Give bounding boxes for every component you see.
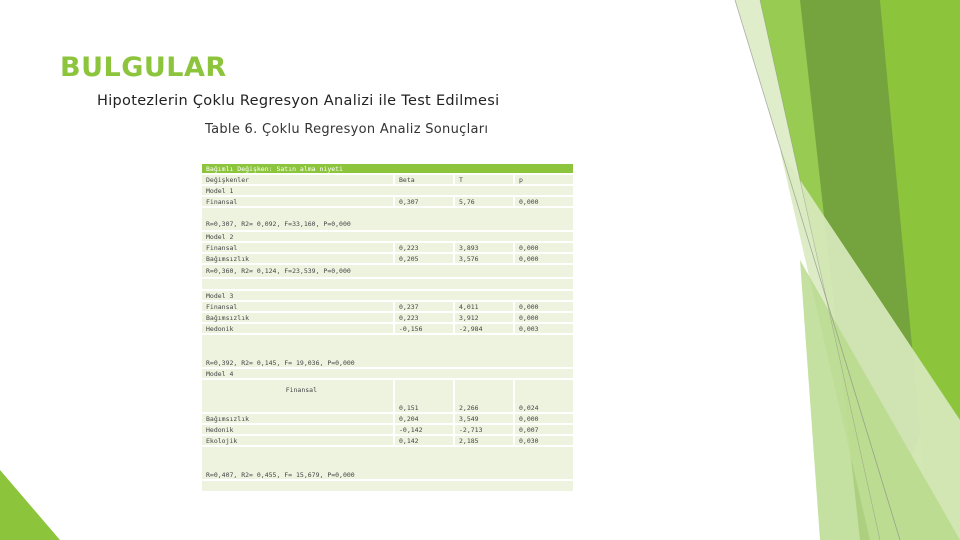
beta-value: 0,237	[394, 301, 454, 312]
table-header-row	[201, 163, 574, 174]
beta-value: 0,223	[394, 312, 454, 323]
p-value: 0,000	[514, 312, 574, 323]
variable-name: Hedonik	[201, 323, 394, 334]
model-label-row	[201, 185, 574, 196]
p-value: 0,000	[514, 242, 574, 253]
variable-name: Bağımsızlık	[201, 312, 394, 323]
beta-value: -0,156	[394, 323, 454, 334]
table-caption: Table 6. Çoklu Regresyon Analiz Sonuçları	[205, 122, 489, 137]
dependent-variable-label: Bağımlı Değişken: Satın alma niyeti	[201, 163, 574, 174]
model-stats: R=0,307, R2= 0,092, F=33,160, P=0,000	[201, 207, 574, 231]
variable-name: Hedonik	[201, 424, 394, 435]
column-header-p: p	[514, 174, 574, 185]
model-stats-row	[201, 334, 574, 368]
beta-value: -0,142	[394, 424, 454, 435]
model-label-row	[201, 290, 574, 301]
column-header-row	[201, 174, 574, 185]
spacer-row	[201, 480, 574, 492]
model-label-row	[201, 368, 574, 379]
variable-name: Bağımsızlık	[201, 253, 394, 264]
p-value: 0,000	[514, 196, 574, 207]
t-value: 4,011	[454, 301, 514, 312]
table-row	[201, 301, 574, 312]
model-label: Model 2	[201, 231, 574, 242]
table-row	[201, 242, 574, 253]
table-row	[201, 435, 574, 446]
variable-name: Finansal	[201, 242, 394, 253]
slide-title: BULGULAR	[60, 52, 227, 83]
model-label-row	[201, 231, 574, 242]
t-value: 5,76	[454, 196, 514, 207]
t-value: -2,984	[454, 323, 514, 334]
p-value: 0,007	[514, 424, 574, 435]
model-stats-row	[201, 264, 574, 278]
table-row	[201, 312, 574, 323]
t-value: 3,549	[454, 413, 514, 424]
variable-name: Finansal	[201, 196, 394, 207]
p-value: 0,024	[514, 379, 574, 413]
model-stats: R=0,392, R2= 0,145, F= 19,036, P=0,000	[201, 334, 574, 368]
beta-value: 0,205	[394, 253, 454, 264]
variable-name: Finansal	[201, 379, 394, 413]
table-row	[201, 323, 574, 334]
beta-value: 0,223	[394, 242, 454, 253]
regression-table	[200, 162, 575, 493]
variable-name: Finansal	[201, 301, 394, 312]
t-value: 2,185	[454, 435, 514, 446]
variable-name: Ekolojik	[201, 435, 394, 446]
p-value: 0,030	[514, 435, 574, 446]
model-stats-row	[201, 446, 574, 480]
spacer-cell	[201, 480, 574, 492]
beta-value: 0,142	[394, 435, 454, 446]
t-value: 3,912	[454, 312, 514, 323]
model-label: Model 4	[201, 368, 574, 379]
model-stats: R=0,360, R2= 0,124, F=23,539, P=0,000	[201, 264, 574, 278]
beta-value: 0,204	[394, 413, 454, 424]
t-value: 3,576	[454, 253, 514, 264]
slide-subtitle: Hipotezlerin Çoklu Regresyon Analizi ile Test Edilmesi	[97, 93, 500, 109]
t-value: -2,713	[454, 424, 514, 435]
p-value: 0,003	[514, 323, 574, 334]
table-row	[201, 253, 574, 264]
spacer-cell	[201, 278, 574, 290]
model-label: Model 3	[201, 290, 574, 301]
t-value: 2,266	[454, 379, 514, 413]
column-header-beta: Beta	[394, 174, 454, 185]
table-row	[201, 379, 574, 413]
model-label: Model 1	[201, 185, 574, 196]
table-row	[201, 413, 574, 424]
beta-value: 0,151	[394, 379, 454, 413]
beta-value: 0,307	[394, 196, 454, 207]
spacer-row	[201, 278, 574, 290]
column-header-t: T	[454, 174, 514, 185]
column-header-variables: Değişkenler	[201, 174, 394, 185]
model-stats-row	[201, 207, 574, 231]
t-value: 3,893	[454, 242, 514, 253]
p-value: 0,000	[514, 413, 574, 424]
table-row	[201, 424, 574, 435]
p-value: 0,000	[514, 253, 574, 264]
model-stats: R=0,407, R2= 0,455, F= 15,679, P=0,000	[201, 446, 574, 480]
table-row	[201, 196, 574, 207]
variable-name: Bağımsızlık	[201, 413, 394, 424]
p-value: 0,000	[514, 301, 574, 312]
